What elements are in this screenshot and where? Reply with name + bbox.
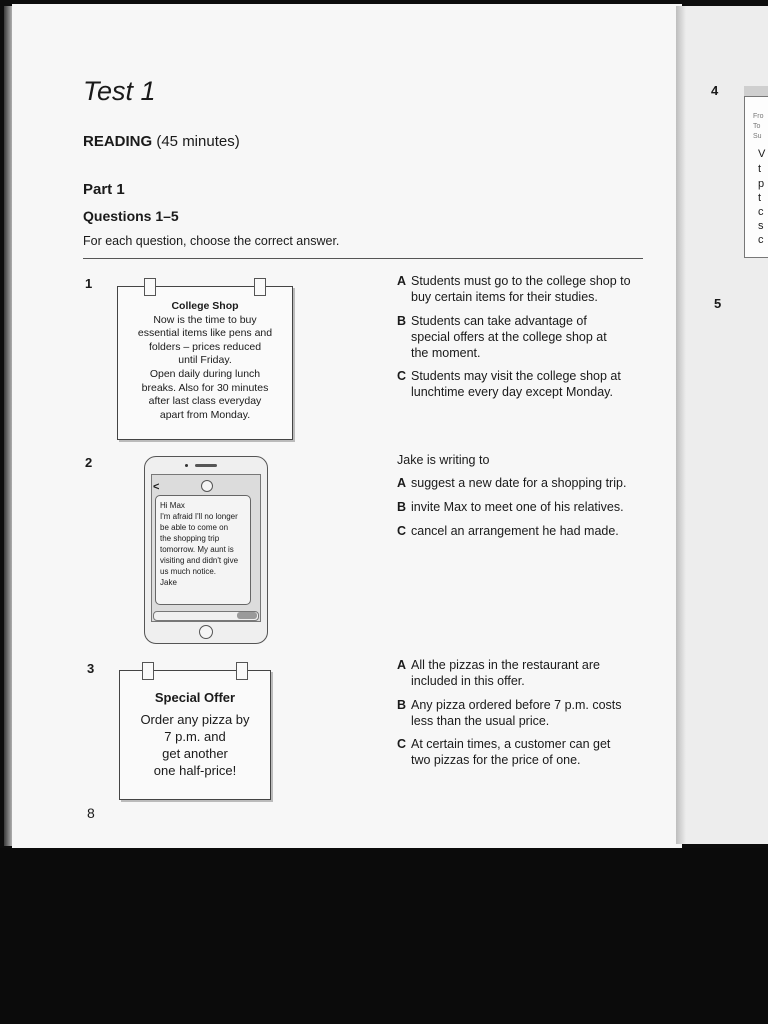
q2-option-c[interactable] <box>397 523 657 539</box>
camera-dot-icon <box>185 464 188 467</box>
notice-body <box>118 314 292 423</box>
notice-line: Order any pizza by <box>140 712 250 727</box>
profile-circle-icon <box>201 480 213 492</box>
notice-body <box>120 711 270 779</box>
email-text-fragment: V <box>758 148 766 160</box>
notice-line: get another <box>162 746 228 761</box>
email-text-fragment: s <box>758 220 764 232</box>
send-button-icon <box>237 612 257 619</box>
option-line: the moment. <box>411 346 481 360</box>
q1-option-c[interactable] <box>397 368 657 400</box>
option-line: special offers at the college shop at <box>411 330 607 344</box>
q2-stem: Jake is writing to <box>397 453 490 467</box>
question-number-2: 2 <box>85 455 93 470</box>
q3-option-b[interactable] <box>397 697 657 729</box>
tape-icon <box>236 662 248 680</box>
option-line: Any pizza ordered before 7 p.m. costs <box>411 698 622 712</box>
message-line: be able to come on <box>160 523 229 532</box>
option-line: lunchtime every day except Monday. <box>411 385 613 399</box>
message-line: visiting and didn't give <box>160 556 239 565</box>
college-shop-notice <box>117 286 293 440</box>
part-heading: Part 1 <box>83 181 125 198</box>
option-letter: C <box>397 524 407 538</box>
option-line: suggest a new date for a shopping trip. <box>411 476 627 490</box>
option-letter: C <box>397 737 407 751</box>
question-number-5: 5 <box>714 296 722 311</box>
notice-line: breaks. Also for 30 minutes <box>141 381 269 394</box>
option-line: All the pizzas in the restaurant are <box>411 658 600 672</box>
message-line: us much notice. <box>160 567 217 576</box>
email-titlebar <box>744 86 768 97</box>
option-letter: B <box>397 698 407 712</box>
email-text-fragment: c <box>758 206 764 218</box>
tape-icon <box>142 662 154 680</box>
notice-line: after last class everyday <box>148 395 262 408</box>
section-heading <box>83 133 240 150</box>
notice-title: Special Offer <box>154 690 236 705</box>
notice-line: apart from Monday. <box>159 408 251 421</box>
email-subject-label: Su <box>753 133 762 140</box>
email-text-fragment: t <box>758 192 762 204</box>
option-line: Students may visit the college shop at <box>411 369 621 383</box>
tape-icon <box>254 278 266 296</box>
instruction-text: For each question, choose the correct answer. <box>83 234 340 248</box>
notice-line: Now is the time to buy <box>153 313 257 326</box>
option-line: two pizzas for the price of one. <box>411 753 581 767</box>
message-line: the shopping trip <box>160 534 220 543</box>
email-illustration <box>744 86 768 258</box>
message-line: Hi Max <box>160 501 185 510</box>
option-line: invite Max to meet one of his relatives. <box>411 500 624 514</box>
option-letter: A <box>397 658 407 672</box>
email-text-fragment: t <box>758 163 762 175</box>
question-number-1: 1 <box>85 276 93 291</box>
option-line: Students can take advantage of <box>411 314 587 328</box>
q3-option-c[interactable] <box>397 736 657 768</box>
notice-line: one half-price! <box>153 763 237 778</box>
option-letter: B <box>397 500 407 514</box>
scan-background <box>0 848 768 1024</box>
q3-option-a[interactable] <box>397 657 657 689</box>
book-spine <box>676 6 686 844</box>
q1-option-a[interactable] <box>397 273 657 305</box>
message-line: tomorrow. My aunt is <box>160 545 234 554</box>
page-number: 8 <box>87 805 95 821</box>
email-text-fragment: p <box>758 178 765 190</box>
option-letter: A <box>397 274 407 288</box>
message-bubble <box>155 495 251 605</box>
notice-line: 7 p.m. and <box>164 729 226 744</box>
notice-line: Open daily during lunch <box>149 367 261 380</box>
option-letter: B <box>397 314 407 328</box>
notice-line: folders – prices reduced <box>148 340 262 353</box>
page-title: Test 1 <box>83 76 156 106</box>
option-line: Students must go to the college shop to <box>411 274 631 288</box>
notice-title: College Shop <box>171 300 239 312</box>
home-button-icon <box>199 625 213 639</box>
email-from-label: Fro <box>753 113 764 120</box>
option-line: included in this offer. <box>411 674 525 688</box>
email-to-label: To <box>753 123 761 130</box>
option-line: buy certain items for their studies. <box>411 290 598 304</box>
q1-option-b[interactable] <box>397 313 657 361</box>
speaker-icon <box>195 464 217 467</box>
message-line: I'm afraid I'll no longer <box>160 512 238 521</box>
option-line: less than the usual price. <box>411 714 550 728</box>
question-number-3: 3 <box>87 661 95 676</box>
back-arrow-icon: < <box>153 481 160 493</box>
notice-line: until Friday. <box>178 354 232 367</box>
tape-icon <box>144 278 156 296</box>
question-number-4: 4 <box>711 83 719 98</box>
option-line: At certain times, a customer can get <box>411 737 611 751</box>
option-letter: A <box>397 476 407 490</box>
phone-illustration <box>144 456 268 644</box>
q2-option-b[interactable] <box>397 499 657 515</box>
section-name: READING <box>83 133 153 150</box>
option-letter: C <box>397 369 407 383</box>
message-line: Jake <box>160 578 177 587</box>
special-offer-notice <box>119 670 271 800</box>
section-time: (45 minutes) <box>156 133 240 150</box>
questions-heading: Questions 1–5 <box>83 208 179 224</box>
notice-line: essential items like pens and <box>137 327 273 340</box>
divider-line <box>83 258 643 259</box>
email-text-fragment: c <box>758 234 764 246</box>
option-line: cancel an arrangement he had made. <box>411 524 619 538</box>
q2-option-a[interactable] <box>397 475 657 491</box>
